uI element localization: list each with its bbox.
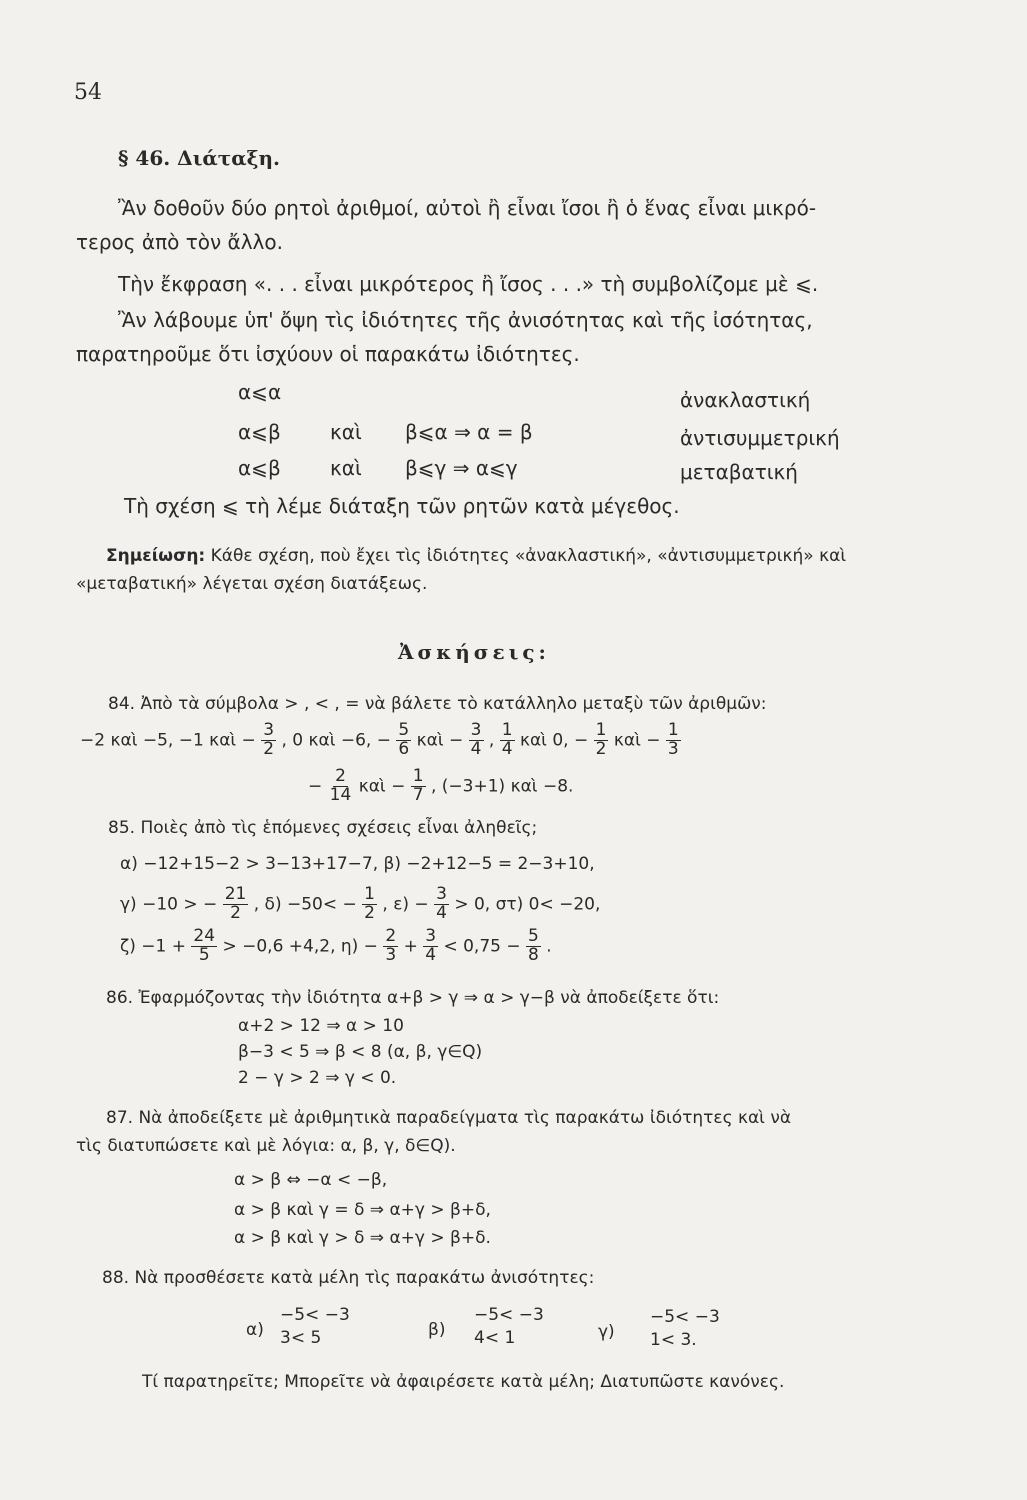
exercise-85-intro: 85. Ποιὲς ἀπὸ τὶς ἑπόμενες σχέσεις εἶναι ἀληθεῖς; xyxy=(108,818,538,838)
property-transitive-lhs: α⩽β xyxy=(238,456,281,480)
fraction: $\frac{5}{8}$ xyxy=(528,926,539,965)
fraction: $\frac{1}{3}$ xyxy=(667,720,679,759)
fraction: $\frac{5}{6}$ xyxy=(398,720,410,759)
fraction: $\frac{1}{4}$ xyxy=(501,720,513,759)
page-number: 54 xyxy=(74,80,102,105)
exercise-84-line-2: − $\frac{2}{14}$ καὶ − $\frac{1}{7}$ , (−3+1) καὶ −8. xyxy=(308,766,574,805)
exercise-86-intro: 86. Ἐφαρμόζοντας τὴν ἰδιότητα α+β > γ ⇒ α > γ−β νὰ ἀποδείξετε ὅτι: xyxy=(106,988,720,1008)
paragraph-1-line-2: τερος ἀπὸ τὸν ἄλλο. xyxy=(76,230,283,254)
exercise-85-line-3: ζ) −1 + $\frac{24}{5}$ > −0,6 +4,2, η) − $\frac{2}{3}$ + $\frac{3}{4}$ < 0,75 − $\frac{5}{8}$ . xyxy=(120,926,552,965)
section-heading: § 46. Διάταξη. xyxy=(118,146,280,170)
property-transitive-name: μεταβατική xyxy=(680,460,798,484)
fraction: $\frac{21}{2}$ xyxy=(224,884,247,923)
fraction: $\frac{2}{14}$ xyxy=(329,766,352,805)
exercise-84-line-1: −2 καὶ −5, −1 καὶ − $\frac{3}{2}$ , 0 καὶ −6, − $\frac{5}{6}$ καὶ − $\frac{3}{4}$ , $\frac{1}{4}$ καὶ 0, − $\frac{1}{2}$ καὶ − $\frac{1}{3}$ xyxy=(80,720,679,759)
exercise-86-line-2: β−3 < 5 ⇒ β < 8 (α, β, γ∈Q) xyxy=(238,1042,483,1062)
exercise-86-line-3: 2 − γ > 2 ⇒ γ < 0. xyxy=(238,1068,397,1088)
exercise-85-line-1: α) −12+15−2 > 3−13+17−7, β) −2+12−5 = 2−3+10, xyxy=(120,854,595,874)
fraction: $\frac{3}{2}$ xyxy=(263,720,275,759)
paragraph-3-line-1: Ἂν λάβουμε ὑπ' ὄψη τὶς ἰδιότητες τῆς ἀνισότητας καὶ τῆς ἰσότητας, xyxy=(118,308,813,332)
fraction: $\frac{1}{2}$ xyxy=(364,884,375,923)
exercise-88-intro: 88. Νὰ προσθέσετε κατὰ μέλη τὶς παρακάτω ἀνισότητες: xyxy=(102,1268,595,1288)
exercise-84-intro: 84. Ἀπὸ τὰ σύμβολα > , < , = νὰ βάλετε τὸ κατάλληλο μεταξὺ τῶν ἀριθμῶν: xyxy=(108,694,767,714)
exercise-87-line-2: α > β καὶ γ = δ ⇒ α+γ > β+δ, xyxy=(234,1200,491,1220)
note-line-2: «μεταβατική» λέγεται σχέση διατάξεως. xyxy=(76,574,428,594)
exercise-88-label-c: γ) xyxy=(598,1322,615,1342)
exercise-88-system-b: −5< −3 4< 1 xyxy=(474,1305,544,1348)
paragraph-1-line-1: Ἂν δοθοῦν δύο ρητοὶ ἀριθμοί, αὐτοὶ ἢ εἶναι ἴσοι ἢ ὁ ἕνας εἶναι μικρό- xyxy=(118,196,817,220)
fraction: $\frac{24}{5}$ xyxy=(193,926,216,965)
exercise-88-label-a: α) xyxy=(246,1320,264,1340)
fraction: $\frac{3}{4}$ xyxy=(425,926,437,965)
property-transitive-rhs: β⩽γ ⇒ α⩽γ xyxy=(405,456,518,480)
fraction: $\frac{2}{3}$ xyxy=(385,926,397,965)
exercise-86-line-1: α+2 > 12 ⇒ α > 10 xyxy=(238,1016,404,1036)
note-line-1 xyxy=(106,546,846,566)
property-antisymmetric-kai: καὶ xyxy=(330,420,362,444)
paragraph-2: Τὴν ἔκφραση «. . . εἶναι μικρότερος ἢ ἴσος . . .» τὴ συμβολίζομε μὲ ⩽. xyxy=(118,272,819,296)
fraction: $\frac{1}{2}$ xyxy=(595,720,607,759)
paragraph-4: Τὴ σχέση ⩽ τὴ λέμε διάταξη τῶν ρητῶν κατὰ μέγεθος. xyxy=(124,494,680,518)
fraction: $\frac{1}{7}$ xyxy=(412,766,424,805)
exercise-87-intro-line-2: τὶς διατυπώσετε καὶ μὲ λόγια: α, β, γ, δ∈Q). xyxy=(76,1136,456,1156)
note-text: Κάθε σχέση, ποὺ ἔχει τὶς ἰδιότητες «ἀνακλαστική», «ἀντισυμμετρική» καὶ xyxy=(210,546,847,566)
exercise-87-intro-line-1: 87. Νὰ ἀποδείξετε μὲ ἀριθμητικὰ παραδείγματα τὶς παρακάτω ἰδιότητες καὶ νὰ xyxy=(106,1108,792,1128)
property-antisymmetric-lhs: α⩽β xyxy=(238,420,281,444)
exercises-title: Ἀσκήσεις: xyxy=(398,640,550,664)
exercise-88-label-b: β) xyxy=(428,1320,446,1340)
property-antisymmetric-name: ἀντισυμμετρική xyxy=(680,426,840,450)
property-antisymmetric-rhs: β⩽α ⇒ α = β xyxy=(405,420,533,444)
property-transitive-kai: καὶ xyxy=(330,456,362,480)
closing-question: Τί παρατηρεῖτε; Μπορεῖτε νὰ ἀφαιρέσετε κατὰ μέλη; Διατυπῶστε κανόνες. xyxy=(142,1372,785,1392)
exercise-85-line-2: γ) −10 > − $\frac{21}{2}$ , δ) −50< − $\frac{1}{2}$ , ε) − $\frac{3}{4}$ > 0, στ) 0< −20, xyxy=(120,884,601,923)
fraction: $\frac{3}{4}$ xyxy=(436,884,447,923)
exercise-88-system-c: −5< −3 1< 3. xyxy=(650,1307,720,1350)
paragraph-3-line-2: παρατηροῦμε ὅτι ἰσχύουν οἱ παρακάτω ἰδιότητες. xyxy=(76,342,580,366)
note-label: Σημείωση: xyxy=(106,546,206,566)
exercise-87-line-3: α > β καὶ γ > δ ⇒ α+γ > β+δ. xyxy=(234,1228,491,1248)
exercise-87-line-1: α > β ⇔ −α < −β, xyxy=(234,1170,388,1190)
exercise-88-system-a: −5< −3 3< 5 xyxy=(280,1305,350,1348)
property-reflexive-name: ἀνακλαστική xyxy=(680,388,811,412)
property-reflexive-lhs: α⩽α xyxy=(238,380,282,404)
fraction: $\frac{3}{4}$ xyxy=(470,720,482,759)
